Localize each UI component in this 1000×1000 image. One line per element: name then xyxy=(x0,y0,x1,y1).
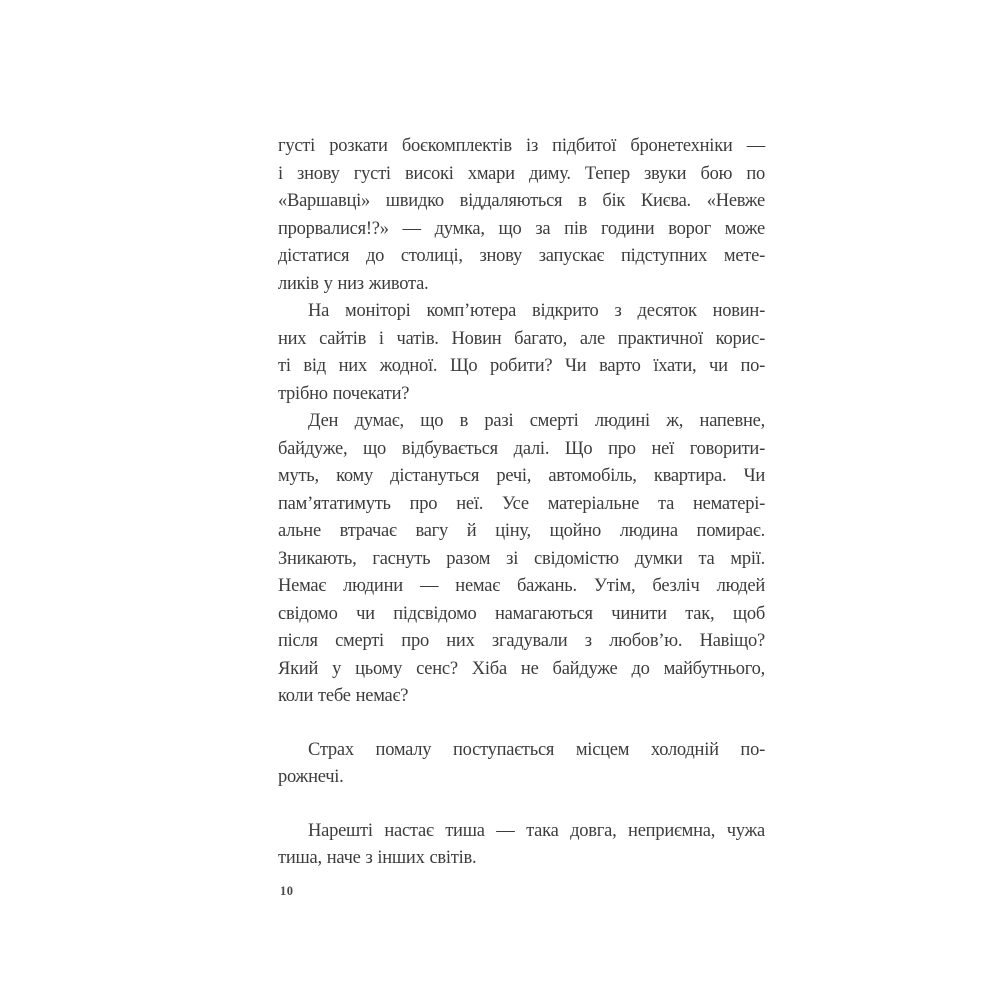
text-line: них сайтів і чатів. Новин багато, але практичної корис- xyxy=(278,328,765,349)
paragraph xyxy=(278,408,765,711)
text-line: На моніторі комп’ютера відкрито з десяток новин- xyxy=(308,301,765,321)
paragraph xyxy=(278,298,765,408)
paragraph xyxy=(278,737,765,792)
text-line: Зникають, гаснуть разом зі свідомістю думки та мрії. xyxy=(278,548,765,569)
page-number: 10 xyxy=(280,884,294,898)
text-line: свідомо чи підсвідомо намагаються чинити так, щоб xyxy=(278,603,765,624)
text-line: трібно почекати? xyxy=(278,383,410,404)
text-line: тиша, наче з інших світів. xyxy=(278,848,477,868)
text-line: ті від них жодної. Що робити? Чи варто їхати, чи по- xyxy=(278,356,765,376)
text-line: після смерті про них згадували з любов’ю. Навіщо? xyxy=(278,631,765,651)
text-line: Який у цьому сенс? Хіба не байдуже до майбутнього, xyxy=(278,658,765,679)
text-line: ликів у низ живота. xyxy=(278,273,429,294)
text-line: байдуже, що відбувається далі. Що про неї говорити- xyxy=(278,438,765,459)
text-line: «Варшавці» швидко віддаляються в бік Києва. «Невже xyxy=(278,191,765,211)
text-line: Страх помалу поступається місцем холодній по- xyxy=(308,739,765,760)
text-line: муть, кому дістануться речі, автомобіль, квартира. Чи xyxy=(278,466,765,486)
text-line: пам’ятатимуть про неї. Усе матеріальне та нематері- xyxy=(278,493,765,514)
text-line: альне втрачає вагу й ціну, щойно людина помирає. xyxy=(278,521,765,541)
text-line: Нарешті настає тиша — така довга, неприємна, чужа xyxy=(308,820,765,841)
text-line: густі розкати боєкомплектів із підбитої бронетехніки — xyxy=(278,136,765,156)
text-line: прорвалися!?» — думка, що за пів години ворог може xyxy=(278,218,765,239)
paragraph xyxy=(278,818,765,873)
text-line: рожнечі. xyxy=(278,767,344,787)
body-text xyxy=(278,133,765,873)
text-line: дістатися до столиці, знову запускає підступних мете- xyxy=(278,246,765,266)
text-line: Немає людини — немає бажань. Утім, безліч людей xyxy=(278,576,765,596)
text-line: Ден думає, що в разі смерті людині ж, напевне, xyxy=(308,411,765,431)
paragraph xyxy=(278,133,765,298)
text-line: коли тебе немає? xyxy=(278,686,409,706)
text-line: і знову густі високі хмари диму. Тепер звуки бою по xyxy=(278,163,765,184)
